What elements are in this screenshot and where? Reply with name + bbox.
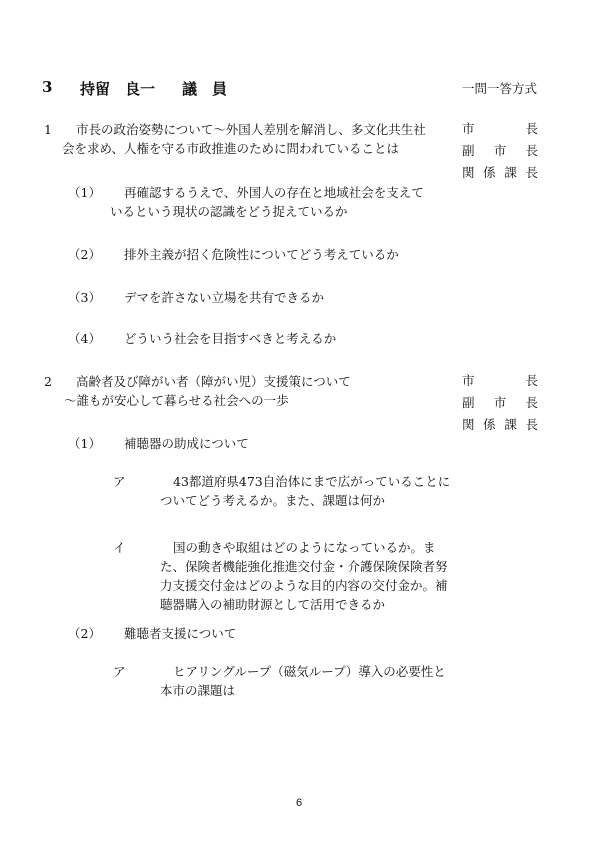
sub-text-line: 補聴器の助成について [124, 436, 249, 451]
item-text-line: ヒアリングループ（磁気ループ）導入の必要性と [173, 664, 446, 679]
respondent: 市 長 [462, 373, 538, 388]
item-text-line: 聴器購入の補助財源として活用できるか [160, 597, 386, 612]
item-mark: ア [113, 474, 126, 489]
respondent-list [462, 370, 538, 436]
respondent: 関 係 課 長 [462, 417, 538, 432]
member-title: 議 員 [182, 80, 228, 98]
sub-text-line: 排外主義が招く危険性についてどう考えているか [124, 247, 399, 262]
question-format: 一問一答方式 [462, 81, 538, 96]
question-title-line: 市長の政治姿勢について～外国人差別を解消し、多文化共生社 [76, 122, 426, 137]
sub-text-line: デマを許さない立場を共有できるか [124, 290, 325, 305]
item-text-line: ついてどう考えるか。また、課題は何か [160, 493, 386, 508]
item-text-line: 国の動きや取組はどのようになっているか。ま [173, 540, 436, 555]
respondent-list [462, 118, 538, 184]
respondent: 関 係 課 長 [462, 165, 538, 180]
sub-number: （2） [68, 626, 101, 641]
sub-text-line: 再確認するうえで、外国人の存在と地域社会を支えて [124, 185, 424, 200]
question-title-line: ～誰もが安心して暮らせる社会への一歩 [64, 393, 289, 408]
sub-number: （2） [68, 247, 101, 262]
sub-number: （4） [68, 331, 101, 346]
sub-text-line: いるという現状の認識をどう捉えているか [110, 204, 348, 219]
respondent: 市 長 [462, 121, 538, 136]
question-title-line: 高齢者及び障がい者（障がい児）支援策について [76, 374, 351, 389]
respondent: 副 市 長 [462, 143, 538, 158]
sub-number: （1） [68, 436, 101, 451]
item-mark: イ [113, 540, 126, 555]
sub-text-line: 難聴者支援について [124, 626, 237, 641]
question-number: 1 [44, 122, 52, 137]
sub-text-line: どういう社会を目指すべきと考えるか [124, 331, 337, 346]
item-number: 3 [42, 78, 53, 96]
item-text-line: 力支援交付金はどのような目的内容の交付金か。補 [160, 578, 448, 593]
item-text-line: た、保険者機能強化推進交付金・介護保険保険者努 [160, 559, 448, 574]
question-number: 2 [44, 374, 52, 389]
sub-number: （1） [68, 185, 101, 200]
item-text-line: 本市の課題は [160, 683, 236, 698]
question-title-line: 会を求め、人権を守る市政推進のために問われていることは [62, 141, 400, 156]
item-mark: ア [113, 664, 126, 679]
item-text-line: 43都道府県473自治体にまで広がっていることに [173, 474, 451, 489]
member-name: 持留 良一 [80, 80, 156, 98]
page-number: 6 [296, 797, 303, 809]
sub-number: （3） [68, 290, 101, 305]
respondent: 副 市 長 [462, 395, 538, 410]
